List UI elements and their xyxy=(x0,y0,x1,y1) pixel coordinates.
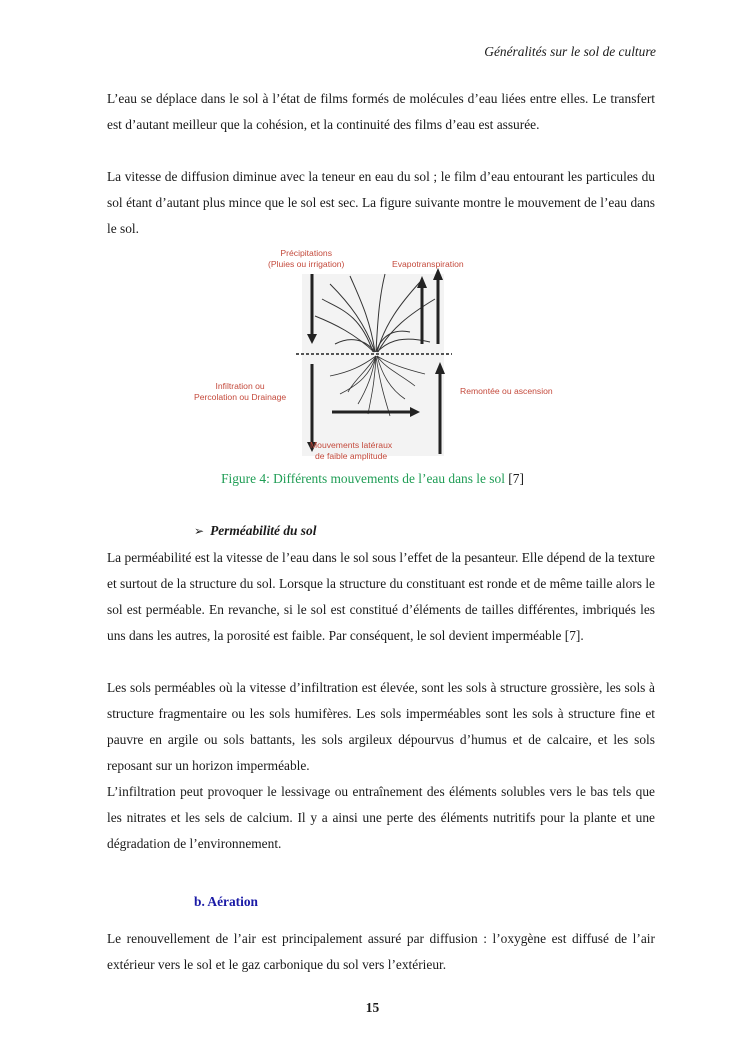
figure-reference: [7] xyxy=(508,471,524,486)
permeability-paragraph-1: La perméabilité est la vitesse de l’eau dans le sol sous l’effet de la pesanteur. Elle dépend de la texture et surtout de la structure du sol. Lorsque la structure du constituant est ronde et de même taille alors le sol est perméable. En revanche, si le sol est constitué d’éléments de tailles différentes, imbriqués les uns dans les autres, la porosité est faible. Par conséquent, le sol devient imperméable [7]. xyxy=(107,550,655,643)
water-movement-figure xyxy=(190,244,580,462)
evapotranspiration-label: Evapotranspiration xyxy=(392,259,464,269)
permeability-heading: ➢ Perméabilité du sol xyxy=(194,523,317,538)
infiltration-label: Infiltration ou Percolation ou Drainage xyxy=(194,381,287,402)
permeability-paragraph-2: Les sols perméables où la vitesse d’infiltration est élevée, sont les sols à structure grossière, les sols à structure fragmentaire ou les sols humifères. Les sols imperméables sont les sols à structure fine et pauvre en argile ou sols battants, les sols argileux dépourvus d’humus et de calcaire, et les sols reposant sur un horizon imperméable. xyxy=(107,680,655,773)
intro-paragraph-2: La vitesse de diffusion diminue avec la teneur en eau du sol ; le film d’eau entourant les particules du sol étant d’autant plus mince que le sol est sec. La figure suivante montre le mouvement de l’eau dans le sol. xyxy=(107,169,655,236)
precipitation-label: Précipitations (Pluies ou irrigation) xyxy=(268,248,345,269)
running-header: Généralités sur le sol de culture xyxy=(484,44,656,59)
figure-caption xyxy=(0,471,745,487)
lateral-movement-label: Mouvements latéraux de faible amplitude xyxy=(310,440,393,461)
arrow-bullet-icon: ➢ xyxy=(194,524,205,538)
permeability-paragraph-3: L’infiltration peut provoquer le lessivage ou entraînement des éléments solubles vers le bas tels que les nitrates et les sels de calcium. Il y a ainsi une perte des éléments nutritifs pour la plante et une dégradation de l’environnement. xyxy=(107,784,655,851)
rising-label: Remontée ou ascension xyxy=(460,386,553,396)
aeration-paragraph: Le renouvellement de l’air est principalement assuré par diffusion : l’oxygène est diffusé de l’air extérieur vers le sol et le gaz carbonique du sol vers l’extérieur. xyxy=(107,931,655,972)
water-movement-diagram xyxy=(190,244,580,462)
aeration-heading: b. Aération xyxy=(194,894,258,909)
figure-caption-text: Figure 4: Différents mouvements de l’eau dans le sol xyxy=(221,471,505,486)
intro-paragraph-1: L’eau se déplace dans le sol à l’état de films formés de molécules d’eau liées entre elles. Le transfert est d’autant meilleur que la cohésion, et la continuité des films d’eau est assurée. xyxy=(107,91,655,132)
page-number: 15 xyxy=(365,1000,380,1015)
